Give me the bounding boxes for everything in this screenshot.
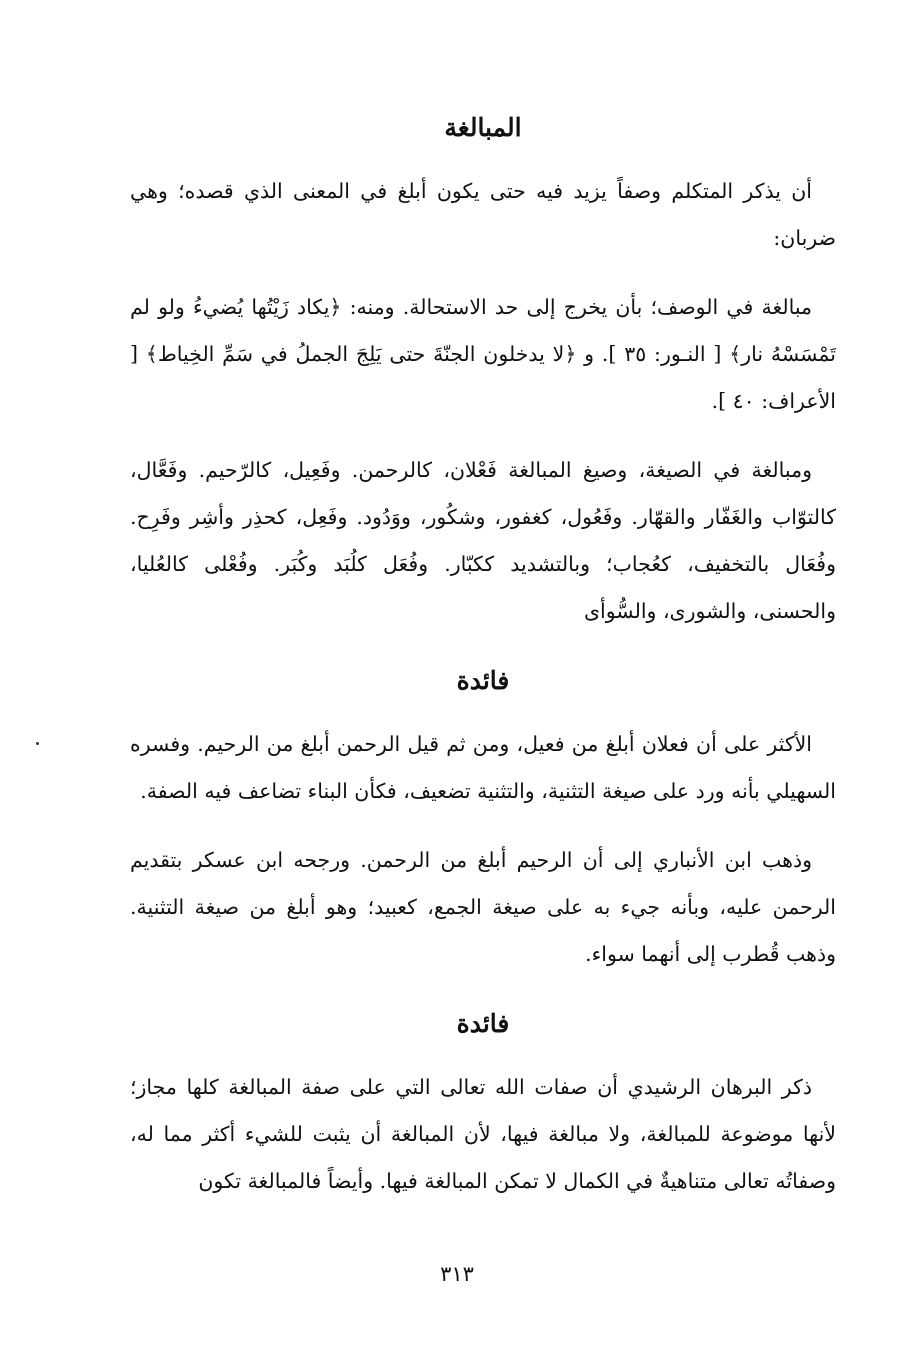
paragraph-description-hyperbole: مبالغة في الوصف؛ بأن يخرج إلى حد الاستحالة. ومنه: ﴿يكاد زَيْتُها يُضيءُ ولو لم تَمْسَسْهُ نار﴾ [ النـور: ٣٥ ]. و ﴿لا يدخلون الجنّةَ حتى يَلِجَ الجملُ في سَمِّ الخِياط﴾ [ الأعراف: ٤٠ ]. (130, 295, 836, 413)
section-heading-faida-1: فائدة (456, 666, 510, 695)
paragraph-form-hyperbole: ومبالغة في الصيغة، وصيغ المبالغة فَعْلان، كالرحمن. وفَعِيل، كالرّحيم. وفَعَّال، كالتوّاب والغَفّار والقهّار. وفَعُول، كغفور، وشكُور، ووَدُود. وفَعِل، كحذِر وأشِر وفَرِح. وفُعَال بالتخفيف، كعُجاب؛ وبالتشديد ككبّار. وفُعَل كلُبَد وكُبَر. وفُعْلى كالعُليا، والحسنى، والشورى، والسُّوأى (130, 458, 836, 623)
paragraph-ibn-anbari: وذهب ابن الأنباري إلى أن الرحيم أبلغ من الرحمن. ورجحه ابن عسكر بتقديم الرحمن عليه، وبأنه جيء به على صيغة الجمع، كعبيد؛ وهو أبلغ من صيغة التثنية. وذهب قُطرب إلى أنهما سواء. (130, 848, 836, 966)
scan-speck (36, 742, 39, 745)
section-heading-faida-2: فائدة (456, 1009, 510, 1038)
page-body (130, 108, 836, 1205)
section-heading-mubalagha: المبالغة (444, 113, 522, 142)
paragraph-burhan-rashidi: ذكر البرهان الرشيدي أن صفات الله تعالى التي على صفة المبالغة كلها مجاز؛ لأنها موضوعة للمبالغة، ولا مبالغة فيها، لأن المبالغة أن يثبت للشيء أكثر مما له، وصفاتُه تعالى متناهيةٌ في الكمال لا تمكن المبالغة فيها. وأيضاً فالمبالغة تكون (130, 1075, 836, 1193)
paragraph-definition: أن يذكر المتكلم وصفاً يزيد فيه حتى يكون أبلغ في المعنى الذي قصده؛ وهي ضربان: (130, 179, 836, 250)
page-number: ٣١٣ (440, 1262, 474, 1286)
paragraph-fulan-vs-fail: الأكثر على أن فعلان أبلغ من فعيل، ومن ثم قيل الرحمن أبلغ من الرحيم. وفسره السهيلي بأنه ورد على صيغة التثنية، والتثنية تضعيف، فكأن البناء تضاعف فيه الصفة. (130, 732, 836, 803)
